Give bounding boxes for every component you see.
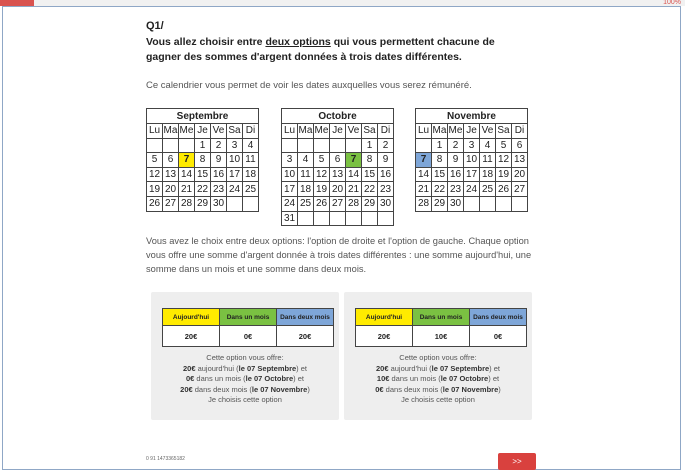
calendar-day: 13 [163, 167, 179, 182]
calendar-day: 4 [480, 138, 496, 153]
calendar-day: 24 [464, 182, 480, 197]
calendar-day [330, 138, 346, 153]
day-header: Je [195, 124, 211, 139]
calendar-day: 16 [211, 167, 227, 182]
calendar-day [480, 196, 496, 211]
day-header: Lu [147, 124, 163, 139]
calendar-day: 3 [464, 138, 480, 153]
calendar-day: 28 [346, 196, 362, 211]
calendar-day: 30 [448, 196, 464, 211]
day-header: Me [179, 125, 194, 137]
calendar-day: 11 [480, 153, 496, 168]
calendar-day: 7 [416, 153, 432, 168]
option-left-card[interactable] [151, 292, 339, 420]
calendar-day [416, 138, 432, 153]
day-header: Je [464, 124, 480, 139]
calendar-day [147, 138, 163, 153]
sep-one-month: ) et [488, 374, 500, 383]
calendar-day: 8 [195, 153, 211, 168]
calendar-day: 25 [298, 196, 314, 211]
calendar-day: 31 [282, 211, 298, 226]
calendar-day: 15 [362, 167, 378, 182]
calendar-day: 3 [282, 153, 298, 168]
progress-start-label: 5% [6, 0, 17, 6]
label-today: aujourd'hui ( [388, 363, 432, 373]
calendar-day: 23 [211, 182, 227, 197]
calendar-september [146, 108, 259, 212]
label-two-months: dans deux mois ( [383, 384, 443, 394]
calendar-day: 30 [378, 196, 394, 211]
date-today: le 07 Septembre [431, 363, 490, 373]
calendar-day: 4 [243, 138, 259, 153]
label-one-month: dans un mois ( [194, 374, 246, 383]
calendar-day: 21 [346, 182, 362, 197]
calendar-note: Ce calendrier vous permet de voir les dates auxquelles vous serez rémunéré. [146, 80, 472, 91]
sep-today: ) et [296, 363, 307, 373]
choose-option-left[interactable]: Je choisis cette option [208, 395, 282, 404]
calendar-day: 29 [195, 196, 211, 211]
calendar-day: 28 [179, 196, 195, 211]
value-two-months: 0€ [470, 326, 527, 347]
date-two-months: le 07 Novembre [442, 384, 499, 394]
amount-one-month: 0€ [186, 374, 195, 383]
calendar-day: 18 [298, 182, 314, 197]
value-one-month: 10€ [413, 326, 470, 347]
calendar-day: 20 [512, 167, 528, 182]
date-today: le 07 Septembre [238, 363, 297, 373]
calendar-day: 4 [298, 153, 314, 168]
choice-explanation: Vous avez le choix entre deux options: l'option de droite et l'option de gauche. Chaque option vous offre une somme d'argent donnée à trois dates différentes : une somme aujourd'hui, une somme dans un mois et une somme dans deux mois. [146, 236, 532, 274]
calendar-day: 17 [464, 167, 480, 182]
amount-two-months: 20€ [180, 384, 193, 394]
intro-underlined: deux options [265, 36, 331, 48]
respondent-id: 0 91 1473365182 [146, 456, 185, 462]
calendar-day: 6 [512, 138, 528, 153]
calendar-day: 7 [346, 153, 362, 168]
value-today: 20€ [163, 326, 220, 347]
calendar-day: 25 [243, 182, 259, 197]
day-header: Ma [432, 125, 447, 137]
calendar-day [227, 196, 243, 211]
day-header: Ve [480, 124, 496, 139]
sep-two-months: ) [307, 384, 310, 394]
value-one-month: 0€ [220, 326, 277, 347]
sep-one-month: ) et [293, 374, 304, 383]
calendar-day: 5 [147, 153, 163, 168]
day-header: Di [243, 124, 259, 139]
calendar-day: 14 [346, 167, 362, 182]
calendar-day [512, 196, 528, 211]
label-two-months: dans deux mois ( [192, 384, 252, 394]
calendar-day: 8 [432, 153, 448, 168]
calendar-day: 22 [362, 182, 378, 197]
calendar-day [496, 196, 512, 211]
sep-today: ) et [489, 363, 500, 373]
calendar-day: 22 [195, 182, 211, 197]
offer-intro: Cette option vous offre: [399, 353, 477, 362]
calendar-day: 15 [195, 167, 211, 182]
calendar-day: 19 [496, 167, 512, 182]
calendar-day [378, 211, 394, 226]
option-right-description [344, 353, 532, 406]
day-header: Me [314, 125, 329, 137]
calendar-day: 26 [314, 196, 330, 211]
calendar-day [163, 138, 179, 153]
amount-two-months: 0€ [375, 384, 384, 394]
header-two-months: Dans deux mois [470, 309, 527, 326]
calendar-day: 25 [480, 182, 496, 197]
calendar-day: 27 [330, 196, 346, 211]
next-button[interactable]: >> [498, 453, 536, 470]
calendar-day: 1 [195, 138, 211, 153]
amount-one-month: 10€ [376, 374, 390, 383]
option-right-card[interactable] [344, 292, 532, 420]
option-left-description [151, 353, 339, 406]
day-header: Lu [282, 124, 298, 139]
calendar-day [298, 138, 314, 153]
calendar-day: 6 [330, 153, 346, 168]
day-header: Ma [163, 125, 178, 137]
calendar-day: 9 [378, 153, 394, 168]
day-header: Sa [363, 125, 376, 137]
day-header: Lu [416, 124, 432, 139]
offer-intro: Cette option vous offre: [206, 353, 284, 362]
value-today: 20€ [356, 326, 413, 347]
day-header: Ma [298, 125, 313, 137]
calendar-day: 15 [432, 167, 448, 182]
day-header: Di [378, 124, 394, 139]
month-name: Novembre [416, 109, 528, 124]
calendar-day [298, 211, 314, 226]
calendar-day: 18 [480, 167, 496, 182]
calendar-day [314, 138, 330, 153]
calendar-day: 16 [378, 167, 394, 182]
calendar-day: 10 [227, 153, 243, 168]
month-name: Septembre [147, 109, 259, 124]
calendar-day: 26 [147, 196, 163, 211]
header-one-month: Dans un mois [220, 309, 277, 326]
calendar-day: 2 [211, 138, 227, 153]
calendar-day [179, 138, 195, 153]
day-header: Je [330, 124, 346, 139]
calendar-day: 9 [211, 153, 227, 168]
calendar-day: 21 [416, 182, 432, 197]
date-one-month: le 07 Octobre [245, 374, 294, 383]
calendar-day: 10 [464, 153, 480, 168]
calendar-day [243, 196, 259, 211]
calendar-day: 27 [512, 182, 528, 197]
intro-part1: Vous allez choisir entre [146, 36, 266, 48]
progress-end-label: 100% [663, 0, 681, 6]
day-header: Me [448, 125, 463, 137]
header-one-month: Dans un mois [413, 309, 470, 326]
calendar-day: 11 [298, 167, 314, 182]
calendar-day: 12 [314, 167, 330, 182]
choose-option-right[interactable]: Je choisis cette option [401, 395, 475, 404]
calendar-day: 14 [416, 167, 432, 182]
calendar-day: 13 [330, 167, 346, 182]
calendar-day [282, 138, 298, 153]
option-right-table [355, 308, 527, 347]
calendar-day: 21 [179, 182, 195, 197]
date-one-month: le 07 Octobre [440, 374, 489, 383]
calendar-day: 27 [163, 196, 179, 211]
label-today: aujourd'hui ( [195, 363, 239, 373]
calendar-day: 17 [227, 167, 243, 182]
label-one-month: dans un mois ( [389, 374, 441, 383]
calendar-day: 12 [147, 167, 163, 182]
calendar-day: 16 [448, 167, 464, 182]
calendar-day: 1 [432, 138, 448, 153]
calendar-day: 14 [179, 167, 195, 182]
option-left-table [162, 308, 334, 347]
calendar-day: 17 [282, 182, 298, 197]
calendar-day: 12 [496, 153, 512, 168]
calendar-day: 19 [314, 182, 330, 197]
amount-today: 20€ [182, 363, 196, 373]
calendar-day: 1 [362, 138, 378, 153]
calendar-day [362, 211, 378, 226]
calendar-day: 18 [243, 167, 259, 182]
sep-two-months: ) [498, 384, 501, 394]
calendar-day: 29 [432, 196, 448, 211]
calendar-day [464, 196, 480, 211]
calendar-day: 10 [282, 167, 298, 182]
calendar-day: 20 [330, 182, 346, 197]
day-header: Sa [497, 125, 510, 137]
calendar-day: 6 [163, 153, 179, 168]
question-number: Q1/ [146, 20, 164, 32]
calendar-day: 2 [448, 138, 464, 153]
date-two-months: le 07 Novembre [251, 384, 308, 394]
calendar-day: 3 [227, 138, 243, 153]
calendar-day: 13 [512, 153, 528, 168]
day-header: Sa [228, 125, 241, 137]
calendar-day: 22 [432, 182, 448, 197]
calendar-day [330, 211, 346, 226]
calendar-day: 8 [362, 153, 378, 168]
calendar-day: 26 [496, 182, 512, 197]
calendar-day: 20 [163, 182, 179, 197]
calendar-day: 29 [362, 196, 378, 211]
header-today: Aujourd'hui [356, 309, 413, 326]
calendar-day: 11 [243, 153, 259, 168]
calendar-day: 24 [227, 182, 243, 197]
calendar-day: 23 [378, 182, 394, 197]
header-today: Aujourd'hui [163, 309, 220, 326]
amount-today: 20€ [375, 363, 389, 373]
value-two-months: 20€ [277, 326, 334, 347]
calendar-day [346, 211, 362, 226]
month-name: Octobre [282, 109, 394, 124]
day-header: Di [512, 124, 528, 139]
calendar-day: 5 [314, 153, 330, 168]
calendar-day: 30 [211, 196, 227, 211]
calendar-day: 24 [282, 196, 298, 211]
day-header: Ve [211, 124, 227, 139]
calendar-october [281, 108, 394, 226]
calendar-day: 23 [448, 182, 464, 197]
calendar-day: 2 [378, 138, 394, 153]
question-intro [146, 35, 526, 65]
calendar-day: 7 [179, 153, 195, 168]
calendar-day: 28 [416, 196, 432, 211]
header-two-months: Dans deux mois [277, 309, 334, 326]
calendar-day: 9 [448, 153, 464, 168]
calendar-november [415, 108, 528, 212]
calendar-day [314, 211, 330, 226]
calendar-day: 19 [147, 182, 163, 197]
day-header: Ve [346, 124, 362, 139]
calendar-day: 5 [496, 138, 512, 153]
calendar-day [346, 138, 362, 153]
intro-part2: qui vous permettent chacune de gagner des sommes d'argent données à trois dates différentes. [146, 36, 495, 63]
